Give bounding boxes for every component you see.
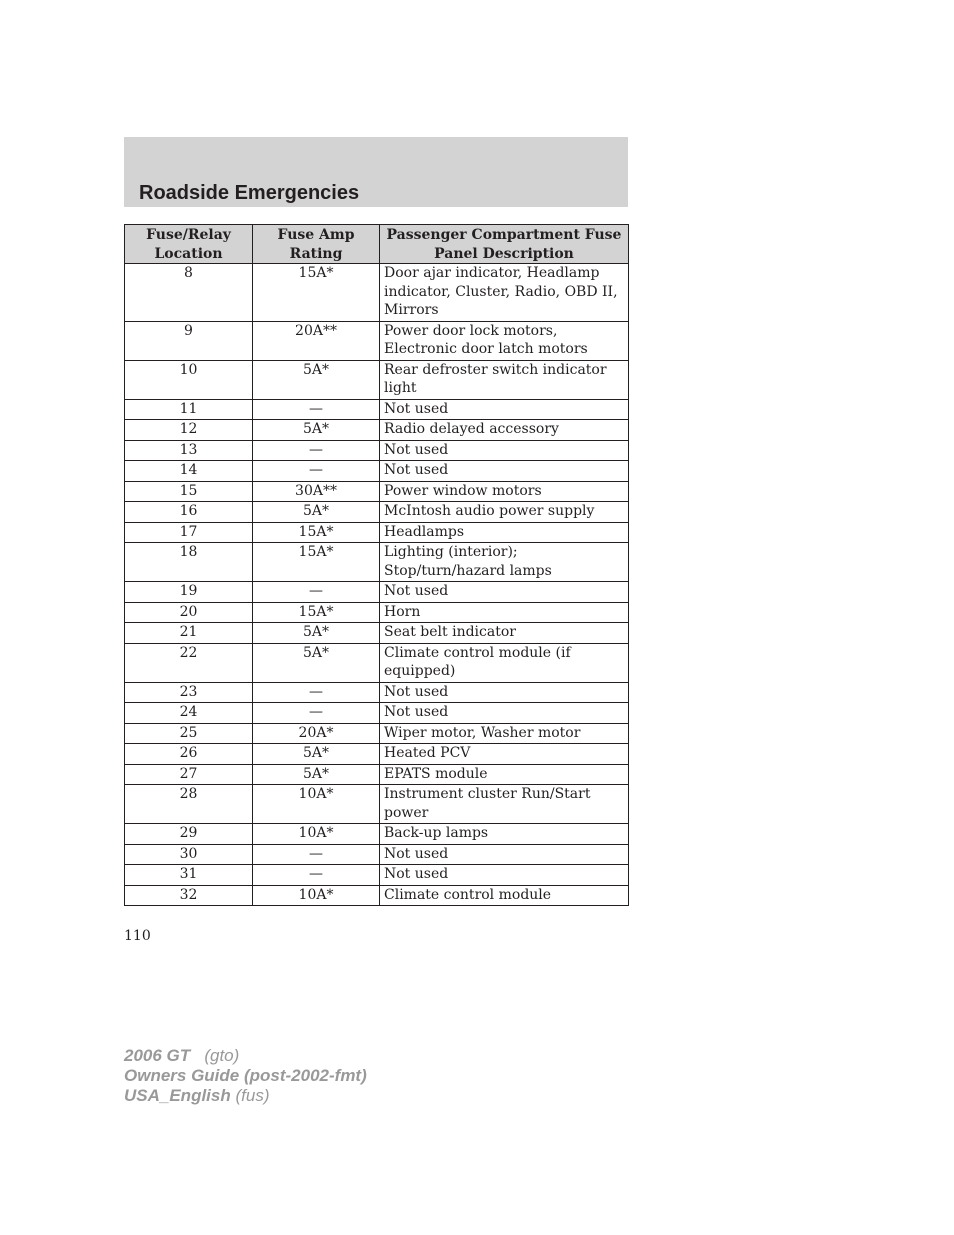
fuse-location-cell: 25 <box>125 723 253 744</box>
table-header-row <box>125 225 629 264</box>
fuse-description-line: Radio delayed accessory <box>384 421 559 437</box>
table-row <box>125 602 629 623</box>
fuse-location-cell: 10 <box>125 360 253 399</box>
fuse-description-line: Not used <box>384 462 449 478</box>
fuse-rating-cell: — <box>253 703 380 724</box>
fuse-description-cell <box>380 703 629 724</box>
fuse-location-cell: 30 <box>125 844 253 865</box>
table-row <box>125 885 629 906</box>
fuse-description-line: Door ajar indicator, Headlamp <box>384 265 600 281</box>
table-row <box>125 703 629 724</box>
fuse-description-cell <box>380 264 629 322</box>
fuse-description-line: Heated PCV <box>384 745 471 761</box>
table-row <box>125 865 629 886</box>
fuse-description-cell <box>380 602 629 623</box>
fuse-rating-cell: — <box>253 399 380 420</box>
fuse-description-line: Not used <box>384 866 449 882</box>
fuse-description-line: Electronic door latch motors <box>384 341 588 357</box>
fuse-description-line: Seat belt indicator <box>384 624 516 640</box>
page-number: 110 <box>124 928 151 944</box>
fuse-description-cell <box>380 885 629 906</box>
fuse-rating-cell: — <box>253 582 380 603</box>
column-header-rating <box>253 225 380 264</box>
fuse-rating-cell: 5A* <box>253 643 380 682</box>
footer-line-3 <box>124 1086 367 1106</box>
fuse-description-line: Not used <box>384 400 449 417</box>
fuse-rating-cell: 5A* <box>253 744 380 765</box>
fuse-location-cell: 20 <box>125 602 253 623</box>
table-row <box>125 623 629 644</box>
fuse-description-line: Not used <box>384 845 449 862</box>
fuse-location-cell: 13 <box>125 440 253 461</box>
column-header-line: Location <box>154 245 223 262</box>
table-row <box>125 844 629 865</box>
fuse-location-cell: 12 <box>125 420 253 441</box>
fuse-description-line: Climate control module <box>384 886 552 903</box>
table-row <box>125 481 629 502</box>
fuse-description-line: Not used <box>384 704 449 720</box>
table-row <box>125 461 629 482</box>
fuse-location-cell: 8 <box>125 264 253 322</box>
footer-locale: USA_English <box>124 1086 231 1105</box>
table-row <box>125 420 629 441</box>
fuse-description-line: Power door lock motors, <box>384 322 558 339</box>
fuse-location-cell: 18 <box>125 543 253 582</box>
footer-guide: Owners Guide (post-2002-fmt) <box>124 1066 367 1085</box>
fuse-rating-cell: — <box>253 440 380 461</box>
fuse-description-cell <box>380 420 629 441</box>
table-row <box>125 723 629 744</box>
fuse-description-cell <box>380 440 629 461</box>
fuse-description-line: power <box>384 804 429 821</box>
table-row <box>125 502 629 523</box>
fuse-description-line: Not used <box>384 683 449 700</box>
column-header-description <box>380 225 629 264</box>
table-row <box>125 399 629 420</box>
fuse-description-cell <box>380 824 629 845</box>
table-row <box>125 785 629 824</box>
fuse-description-line: Not used <box>384 441 449 458</box>
column-header-line: Rating <box>289 245 343 262</box>
fuse-location-cell: 29 <box>125 824 253 845</box>
fuse-description-cell <box>380 522 629 543</box>
fuse-description-line: indicator, Cluster, Radio, OBD II, <box>384 283 618 300</box>
column-header-line: Fuse Amp <box>277 227 355 243</box>
table-row <box>125 321 629 360</box>
fuse-description-line: Rear defroster switch indicator <box>384 361 607 378</box>
table-row <box>125 522 629 543</box>
fuse-rating-cell: 10A* <box>253 785 380 824</box>
fuse-description-cell <box>380 764 629 785</box>
fuse-rating-cell: 30A** <box>253 481 380 502</box>
fuse-rating-cell: — <box>253 461 380 482</box>
footer-model: 2006 GT <box>124 1046 191 1065</box>
table-row <box>125 764 629 785</box>
fuse-description-cell <box>380 723 629 744</box>
fuse-description-cell <box>380 481 629 502</box>
column-header-line: Fuse/Relay <box>146 227 231 243</box>
fuse-rating-cell: 15A* <box>253 543 380 582</box>
fuse-rating-cell: — <box>253 865 380 886</box>
fuse-rating-cell: — <box>253 682 380 703</box>
table-row <box>125 440 629 461</box>
table-row <box>125 682 629 703</box>
fuse-rating-cell: 5A* <box>253 502 380 523</box>
fuse-rating-cell: 15A* <box>253 602 380 623</box>
column-header-line: Passenger Compartment Fuse <box>386 227 622 243</box>
fuse-location-cell: 23 <box>125 682 253 703</box>
fuse-location-cell: 27 <box>125 764 253 785</box>
fuse-location-cell: 21 <box>125 623 253 644</box>
footer-line-1 <box>124 1046 367 1066</box>
table-row <box>125 264 629 322</box>
fuse-location-cell: 16 <box>125 502 253 523</box>
fuse-rating-cell: 20A* <box>253 723 380 744</box>
fuse-description-line: Stop/turn/hazard lamps <box>384 562 552 579</box>
fuse-location-cell: 9 <box>125 321 253 360</box>
fuse-description-cell <box>380 582 629 603</box>
fuse-description-line: equipped) <box>384 663 456 679</box>
fuse-rating-cell: 15A* <box>253 522 380 543</box>
fuse-rating-cell: 5A* <box>253 764 380 785</box>
document-footer <box>124 1046 367 1106</box>
fuse-rating-cell: 20A** <box>253 321 380 360</box>
fuse-description-line: Back-up lamps <box>384 825 489 841</box>
fuse-description-line: Mirrors <box>384 302 439 318</box>
fuse-rating-cell: — <box>253 844 380 865</box>
fuse-rating-cell: 5A* <box>253 360 380 399</box>
fuse-description-cell <box>380 785 629 824</box>
fuse-description-cell <box>380 321 629 360</box>
fuse-description-cell <box>380 543 629 582</box>
fuse-location-cell: 24 <box>125 703 253 724</box>
fuse-rating-cell: 5A* <box>253 623 380 644</box>
fuse-description-line: Not used <box>384 583 449 599</box>
fuse-description-cell <box>380 399 629 420</box>
fuse-description-cell <box>380 461 629 482</box>
table-row <box>125 582 629 603</box>
fuse-description-line: Headlamps <box>384 523 465 540</box>
table-row <box>125 824 629 845</box>
fuse-location-cell: 28 <box>125 785 253 824</box>
fuse-description-cell <box>380 865 629 886</box>
fuse-rating-cell: 10A* <box>253 824 380 845</box>
column-header-location <box>125 225 253 264</box>
fuse-description-cell <box>380 744 629 765</box>
fuse-location-cell: 32 <box>125 885 253 906</box>
fuse-location-cell: 31 <box>125 865 253 886</box>
fuse-description-line: Instrument cluster Run/Start <box>384 786 591 802</box>
fuse-description-line: Lighting (interior); <box>384 544 518 560</box>
table-row <box>125 643 629 682</box>
fuse-location-cell: 19 <box>125 582 253 603</box>
column-header-line: Panel Description <box>434 245 574 262</box>
fuse-description-line: Horn <box>384 603 421 620</box>
footer-locale-code: (fus) <box>235 1086 270 1105</box>
fuse-description-cell <box>380 623 629 644</box>
fuse-description-cell <box>380 682 629 703</box>
fuse-table-body <box>125 264 629 906</box>
fuse-location-cell: 17 <box>125 522 253 543</box>
fuse-rating-cell: 15A* <box>253 264 380 322</box>
fuse-description-cell <box>380 502 629 523</box>
fuse-description-line: Wiper motor, Washer motor <box>384 724 581 741</box>
fuse-description-cell <box>380 643 629 682</box>
table-row <box>125 543 629 582</box>
fuse-location-cell: 11 <box>125 399 253 420</box>
table-row <box>125 360 629 399</box>
fuse-rating-cell: 10A* <box>253 885 380 906</box>
fuse-description-line: Power window motors <box>384 482 542 499</box>
footer-model-code: (gto) <box>204 1046 240 1065</box>
table-row <box>125 744 629 765</box>
footer-line-2 <box>124 1066 367 1086</box>
fuse-location-cell: 22 <box>125 643 253 682</box>
fuse-description-cell <box>380 360 629 399</box>
fuse-description-cell <box>380 844 629 865</box>
fuse-description-line: EPATS module <box>384 765 488 782</box>
fuse-location-cell: 26 <box>125 744 253 765</box>
fuse-location-cell: 15 <box>125 481 253 502</box>
fuse-table <box>124 224 629 906</box>
fuse-description-line: Climate control module (if <box>384 644 571 661</box>
fuse-description-line: McIntosh audio power supply <box>384 503 595 519</box>
fuse-description-line: light <box>384 380 417 396</box>
section-title: Roadside Emergencies <box>139 182 360 204</box>
fuse-rating-cell: 5A* <box>253 420 380 441</box>
fuse-location-cell: 14 <box>125 461 253 482</box>
section-header-band <box>124 137 628 207</box>
